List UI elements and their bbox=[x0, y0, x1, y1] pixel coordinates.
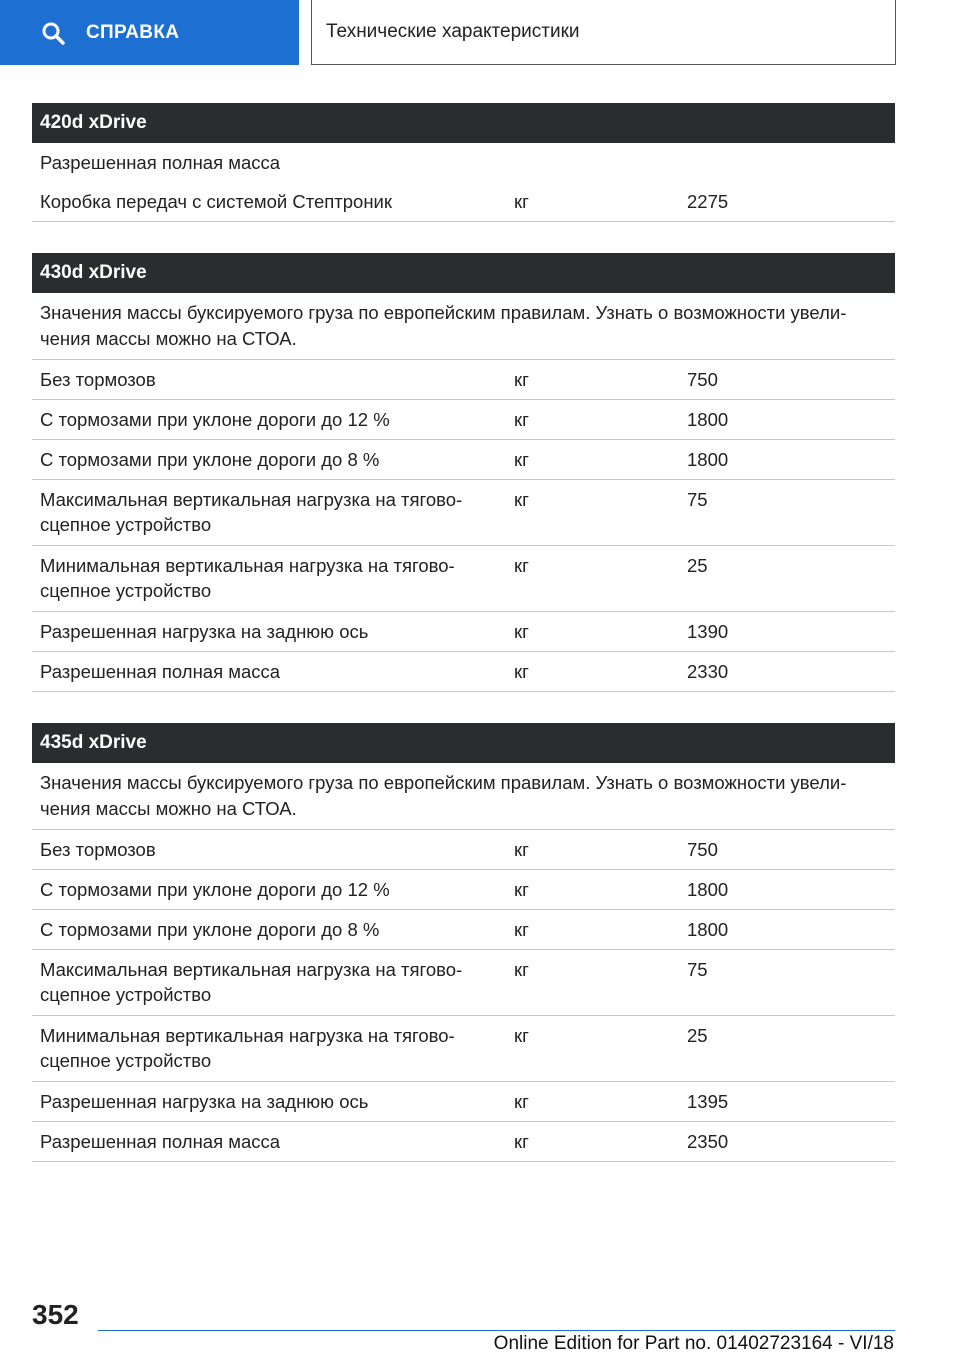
spec-section bbox=[32, 253, 895, 692]
table-row bbox=[32, 1122, 895, 1162]
row-value: 1395 bbox=[687, 1091, 729, 1112]
spec-section bbox=[32, 723, 895, 1162]
row-value: 2330 bbox=[687, 661, 729, 682]
table-row bbox=[32, 910, 895, 950]
table-row bbox=[32, 830, 895, 870]
row-unit: кг bbox=[514, 959, 529, 980]
row-label: Коробка передач с системой Стептроник bbox=[40, 191, 392, 212]
row-unit: кг bbox=[514, 621, 529, 642]
row-label: Максимальная вертикальная нагрузка на тягово-сцепное устройство bbox=[40, 489, 463, 535]
table-row bbox=[32, 546, 895, 612]
table-row bbox=[32, 950, 895, 1016]
row-value: 1800 bbox=[687, 919, 729, 940]
chapter-title-text: Технические характеристики bbox=[326, 21, 580, 42]
table-row bbox=[32, 652, 895, 692]
section-heading: 430d xDrive bbox=[32, 253, 895, 293]
row-unit: кг bbox=[514, 661, 529, 682]
section-note: Значения массы буксируемого груза по европейским правилам. Узнать о возможности увели-чения массы можно на СТОА. bbox=[32, 763, 895, 830]
row-label: Разрешенная полная масса bbox=[40, 661, 281, 682]
footer-divider bbox=[98, 1330, 895, 1331]
row-label: С тормозами при уклоне дороги до 12 % bbox=[40, 409, 390, 430]
row-unit: кг bbox=[514, 369, 529, 390]
page-number: 352 bbox=[32, 1299, 79, 1330]
row-label: Максимальная вертикальная нагрузка на тягово-сцепное устройство bbox=[40, 959, 463, 1005]
section-heading: 420d xDrive bbox=[32, 103, 895, 143]
row-label: С тормозами при уклоне дороги до 8 % bbox=[40, 919, 380, 940]
search-icon bbox=[40, 20, 66, 46]
row-unit: кг bbox=[514, 1131, 529, 1152]
row-unit: кг bbox=[514, 489, 529, 510]
table-row bbox=[32, 360, 895, 400]
table-row bbox=[32, 1082, 895, 1122]
edition-footer: Online Edition for Part no. 01402723164 - VI/18 bbox=[493, 1333, 894, 1354]
row-unit: кг bbox=[514, 409, 529, 430]
row-value: 1800 bbox=[687, 449, 729, 470]
section-note: Разрешенная полная масса bbox=[40, 152, 281, 173]
row-value: 1390 bbox=[687, 621, 729, 642]
row-value: 750 bbox=[687, 369, 718, 390]
row-unit: кг bbox=[514, 555, 529, 576]
row-label: Без тормозов bbox=[40, 369, 156, 390]
row-label: Минимальная вертикальная нагрузка на тягово-сцепное устройство bbox=[40, 1025, 455, 1071]
row-value: 1800 bbox=[687, 879, 729, 900]
row-label: Разрешенная полная масса bbox=[40, 1131, 281, 1152]
table-row bbox=[32, 182, 895, 222]
row-value: 25 bbox=[687, 1025, 708, 1046]
row-label: Минимальная вертикальная нагрузка на тягово-сцепное устройство bbox=[40, 555, 455, 601]
row-value: 2350 bbox=[687, 1131, 729, 1152]
row-value: 2275 bbox=[687, 191, 729, 212]
row-unit: кг bbox=[514, 919, 529, 940]
table-row bbox=[32, 612, 895, 652]
table-row bbox=[32, 400, 895, 440]
row-label: С тормозами при уклоне дороги до 12 % bbox=[40, 879, 390, 900]
row-unit: кг bbox=[514, 1025, 529, 1046]
row-value: 750 bbox=[687, 839, 718, 860]
row-value: 1800 bbox=[687, 409, 729, 430]
row-value: 75 bbox=[687, 489, 708, 510]
reference-tab-label: СПРАВКА bbox=[86, 21, 180, 43]
reference-tab[interactable] bbox=[0, 0, 299, 65]
table-row bbox=[32, 440, 895, 480]
chapter-title bbox=[311, 0, 896, 65]
row-label: Разрешенная нагрузка на заднюю ось bbox=[40, 621, 369, 642]
row-value: 25 bbox=[687, 555, 708, 576]
table-row bbox=[32, 870, 895, 910]
row-unit: кг bbox=[514, 879, 529, 900]
spec-section bbox=[32, 103, 895, 222]
row-unit: кг bbox=[514, 1091, 529, 1112]
row-label: Разрешенная нагрузка на заднюю ось bbox=[40, 1091, 369, 1112]
table-row bbox=[32, 480, 895, 546]
row-value: 75 bbox=[687, 959, 708, 980]
row-unit: кг bbox=[514, 191, 529, 212]
row-label: Без тормозов bbox=[40, 839, 156, 860]
row-unit: кг bbox=[514, 839, 529, 860]
section-note: Значения массы буксируемого груза по европейским правилам. Узнать о возможности увели-чения массы можно на СТОА. bbox=[32, 293, 895, 360]
spec-content bbox=[32, 103, 895, 1193]
row-label: С тормозами при уклоне дороги до 8 % bbox=[40, 449, 380, 470]
row-unit: кг bbox=[514, 449, 529, 470]
section-heading: 435d xDrive bbox=[32, 723, 895, 763]
table-row bbox=[32, 1016, 895, 1082]
